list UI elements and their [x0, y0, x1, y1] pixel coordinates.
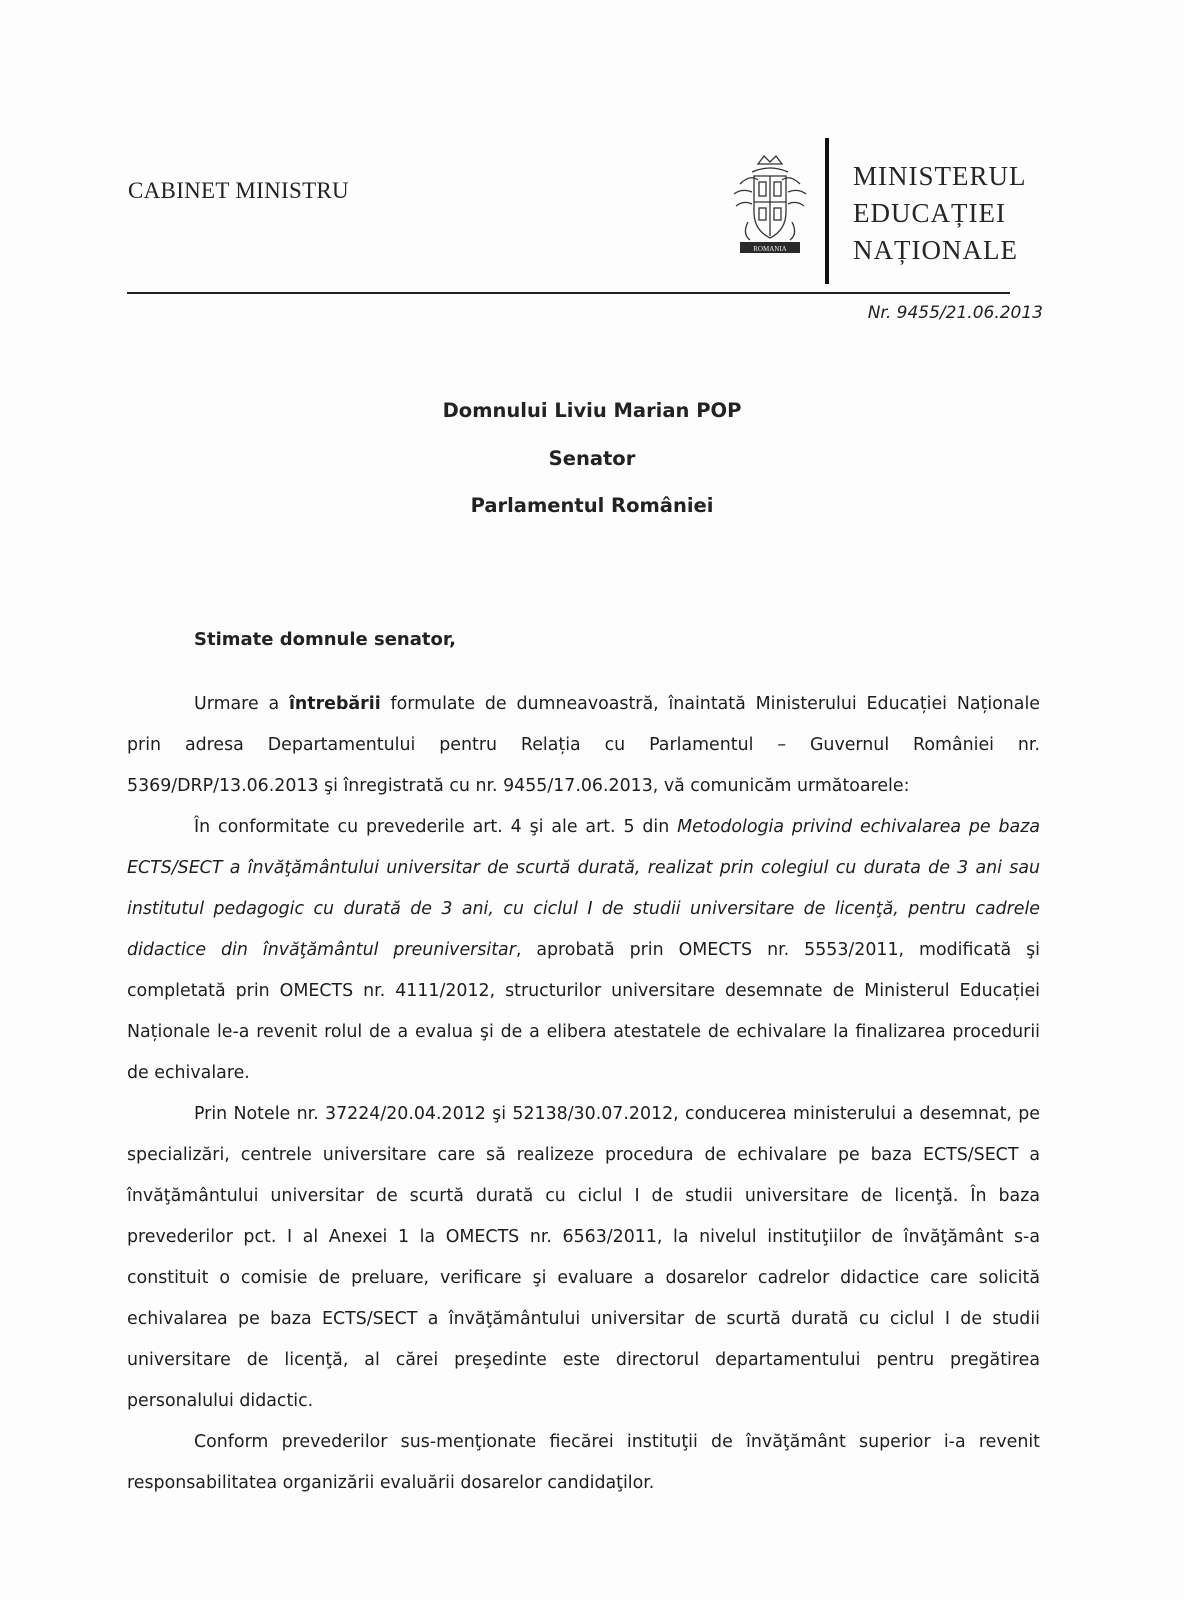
salutation: Stimate domnule senator,	[194, 629, 456, 650]
p1-bold: întrebării	[288, 694, 381, 714]
header-rule	[127, 292, 1010, 294]
divider-bar	[825, 138, 829, 284]
cabinet-heading: CABINET MINISTRU	[128, 178, 349, 203]
addressee-institution: Parlamentul României	[470, 494, 714, 517]
paragraph-3: Prin Notele nr. 37224/20.04.2012 şi 52138/30.07.2012, conducerea ministerului a desemnat, pe specializări, centrele universitare care să realizeze procedura de echivalare pe baza ECTS/SECT a învăţământului universitar de scurtă durată cu ciclul I de studii universitare de licenţă. În baza prevederilor pct. I al Anexei 1 la OMECTS nr. 6563/2011, la nivelul instituţiilor de învăţământ s-a constituit o comisie de preluare, verificare şi evaluare a dosarelor cadrelor didactice care solicită echivalarea pe baza ECTS/SECT a învăţământului universitar de scurtă durată cu ciclul I de studii universitare de licenţă, al cărei preşedinte este directorul departamentului pentru pregătirea personalului didactic.	[127, 1104, 1040, 1411]
p2-text-a: În conformitate cu prevederile art. 4 şi ale art. 5 din	[194, 817, 678, 837]
registration-number: Nr. 9455/21.06.2013	[867, 303, 1043, 323]
ministry-line-3: NAȚIONALE	[853, 235, 1018, 265]
ministry-name	[853, 158, 1027, 269]
ministry-line-1: MINISTERUL	[853, 161, 1027, 191]
p2-italic: Metodologia privind echivalarea pe baza ECTS/SECT a învăţământului universitar de scurtă durată, realizat prin colegiul cu durata de 3 ani sau institutul pedagogic cu durată de 3 ani, cu ciclul I de studii universitare de licenţă, pentru cadrele didactice din învăţământul preuniversitar	[127, 817, 1040, 960]
paragraph-4: Conform prevederilor sus-menţionate fiecărei instituţii de învăţământ superior i-a revenit responsabilitatea organizării evaluării dosarelor candidaţilor.	[127, 1432, 1040, 1493]
paragraph-1	[127, 684, 1040, 807]
ministry-line-2: EDUCAȚIEI	[853, 198, 1006, 228]
p1-text-b: formulate de dumneavoastră, înaintată Ministerului Educației Naționale prin adresa Departamentului pentru Relația cu Parlamentul – Guvernul României nr. 5369/DRP/13.06.2013 şi înregistrată cu nr. 9455/17.06.2013, vă comunicăm următoarele:	[127, 694, 1040, 796]
addressee-name: Domnului Liviu Marian POP	[442, 399, 742, 422]
p2-text-b: , aprobată prin OMECTS nr. 5553/2011, modificată şi completată prin OMECTS nr. 4111/2012, structurilor universitare desemnate de Ministerul Educației Naționale le-a revenit rolul de a evalua şi de a elibera atestatele de echivalare la finalizarea procedurii de echivalare.	[127, 940, 1040, 1083]
paragraph-2	[127, 807, 1040, 1094]
crest-label: ROMANIA	[753, 245, 787, 253]
letter-body	[127, 684, 1040, 1504]
addressee-title: Senator	[548, 447, 636, 470]
coat-of-arms-icon	[728, 154, 812, 258]
p1-text-a: Urmare a	[194, 694, 289, 714]
